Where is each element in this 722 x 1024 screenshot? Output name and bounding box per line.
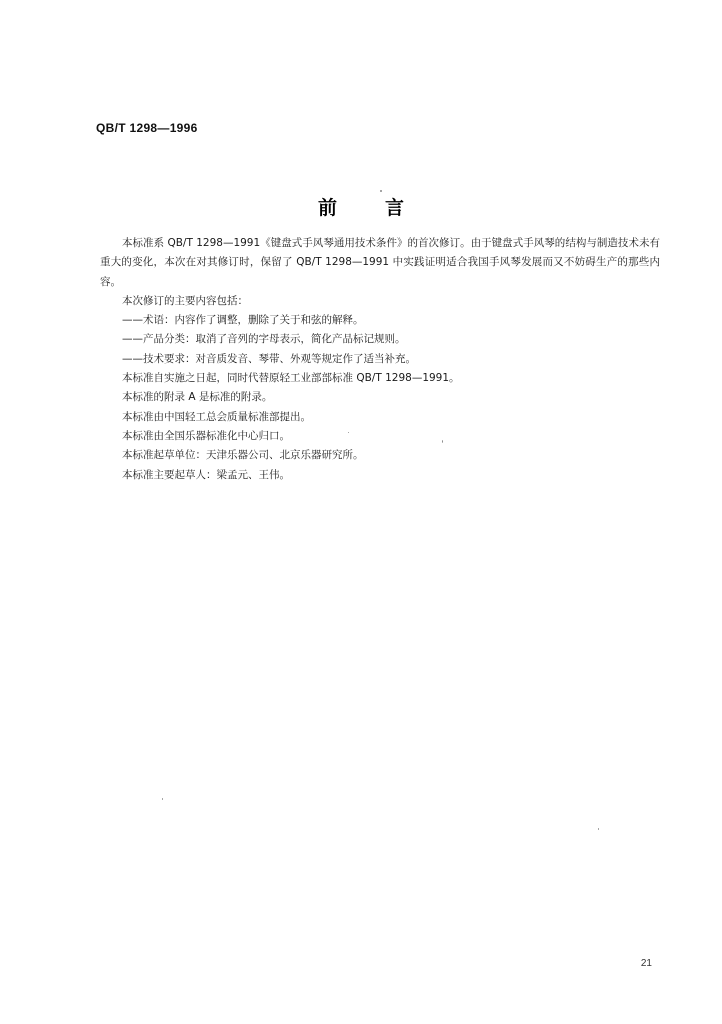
body-line: 本标准起草单位：天津乐器公司、北京乐器研究所。 xyxy=(122,449,364,462)
body-line: 本标准主要起草人：梁孟元、王伟。 xyxy=(122,468,290,481)
title-char-1: 前 xyxy=(317,197,337,219)
revision-item-requirements: ——技术要求：对音质发音、琴带、外观等规定作了适当补充。 xyxy=(122,352,416,365)
page-title xyxy=(0,193,722,220)
body-line: 本标准自实施之日起，同时代替原轻工业部部标准 QB/T 1298—1991。 xyxy=(122,372,460,385)
page-number: 21 xyxy=(640,958,652,969)
title-char-2: 言 xyxy=(385,197,405,219)
scan-speck xyxy=(598,828,599,830)
standard-code: QB/T 1298—1996 xyxy=(96,121,198,135)
body-line: 本标准由中国轻工总会质量标准部提出。 xyxy=(122,410,311,423)
revision-item-classification: ——产品分类：取消了音列的字母表示，简化产品标记规则。 xyxy=(122,333,406,346)
revision-item-terms: ——术语：内容作了调整，删除了关于和弦的解释。 xyxy=(122,314,364,327)
scan-speck xyxy=(380,190,382,192)
scan-speck xyxy=(162,798,163,800)
scan-speck xyxy=(442,440,443,443)
body-line: 本次修订的主要内容包括： xyxy=(122,294,248,307)
scan-speck xyxy=(348,432,349,433)
intro-paragraph: 本标准系 QB/T 1298—1991《键盘式手风琴通用技术条件》的首次修订。由于键盘式手风琴的结构与制造技术未有重大的变化，本次在对其修订时，保留了 QB/T 1298—1991 中实践证明适合我国手风琴发展而又不妨碍生产的那些内容。 xyxy=(100,237,660,288)
foreword-body xyxy=(100,234,660,485)
body-line: 本标准的附录 A 是标准的附录。 xyxy=(122,391,273,404)
body-line: 本标准由全国乐器标准化中心归口。 xyxy=(122,429,290,442)
